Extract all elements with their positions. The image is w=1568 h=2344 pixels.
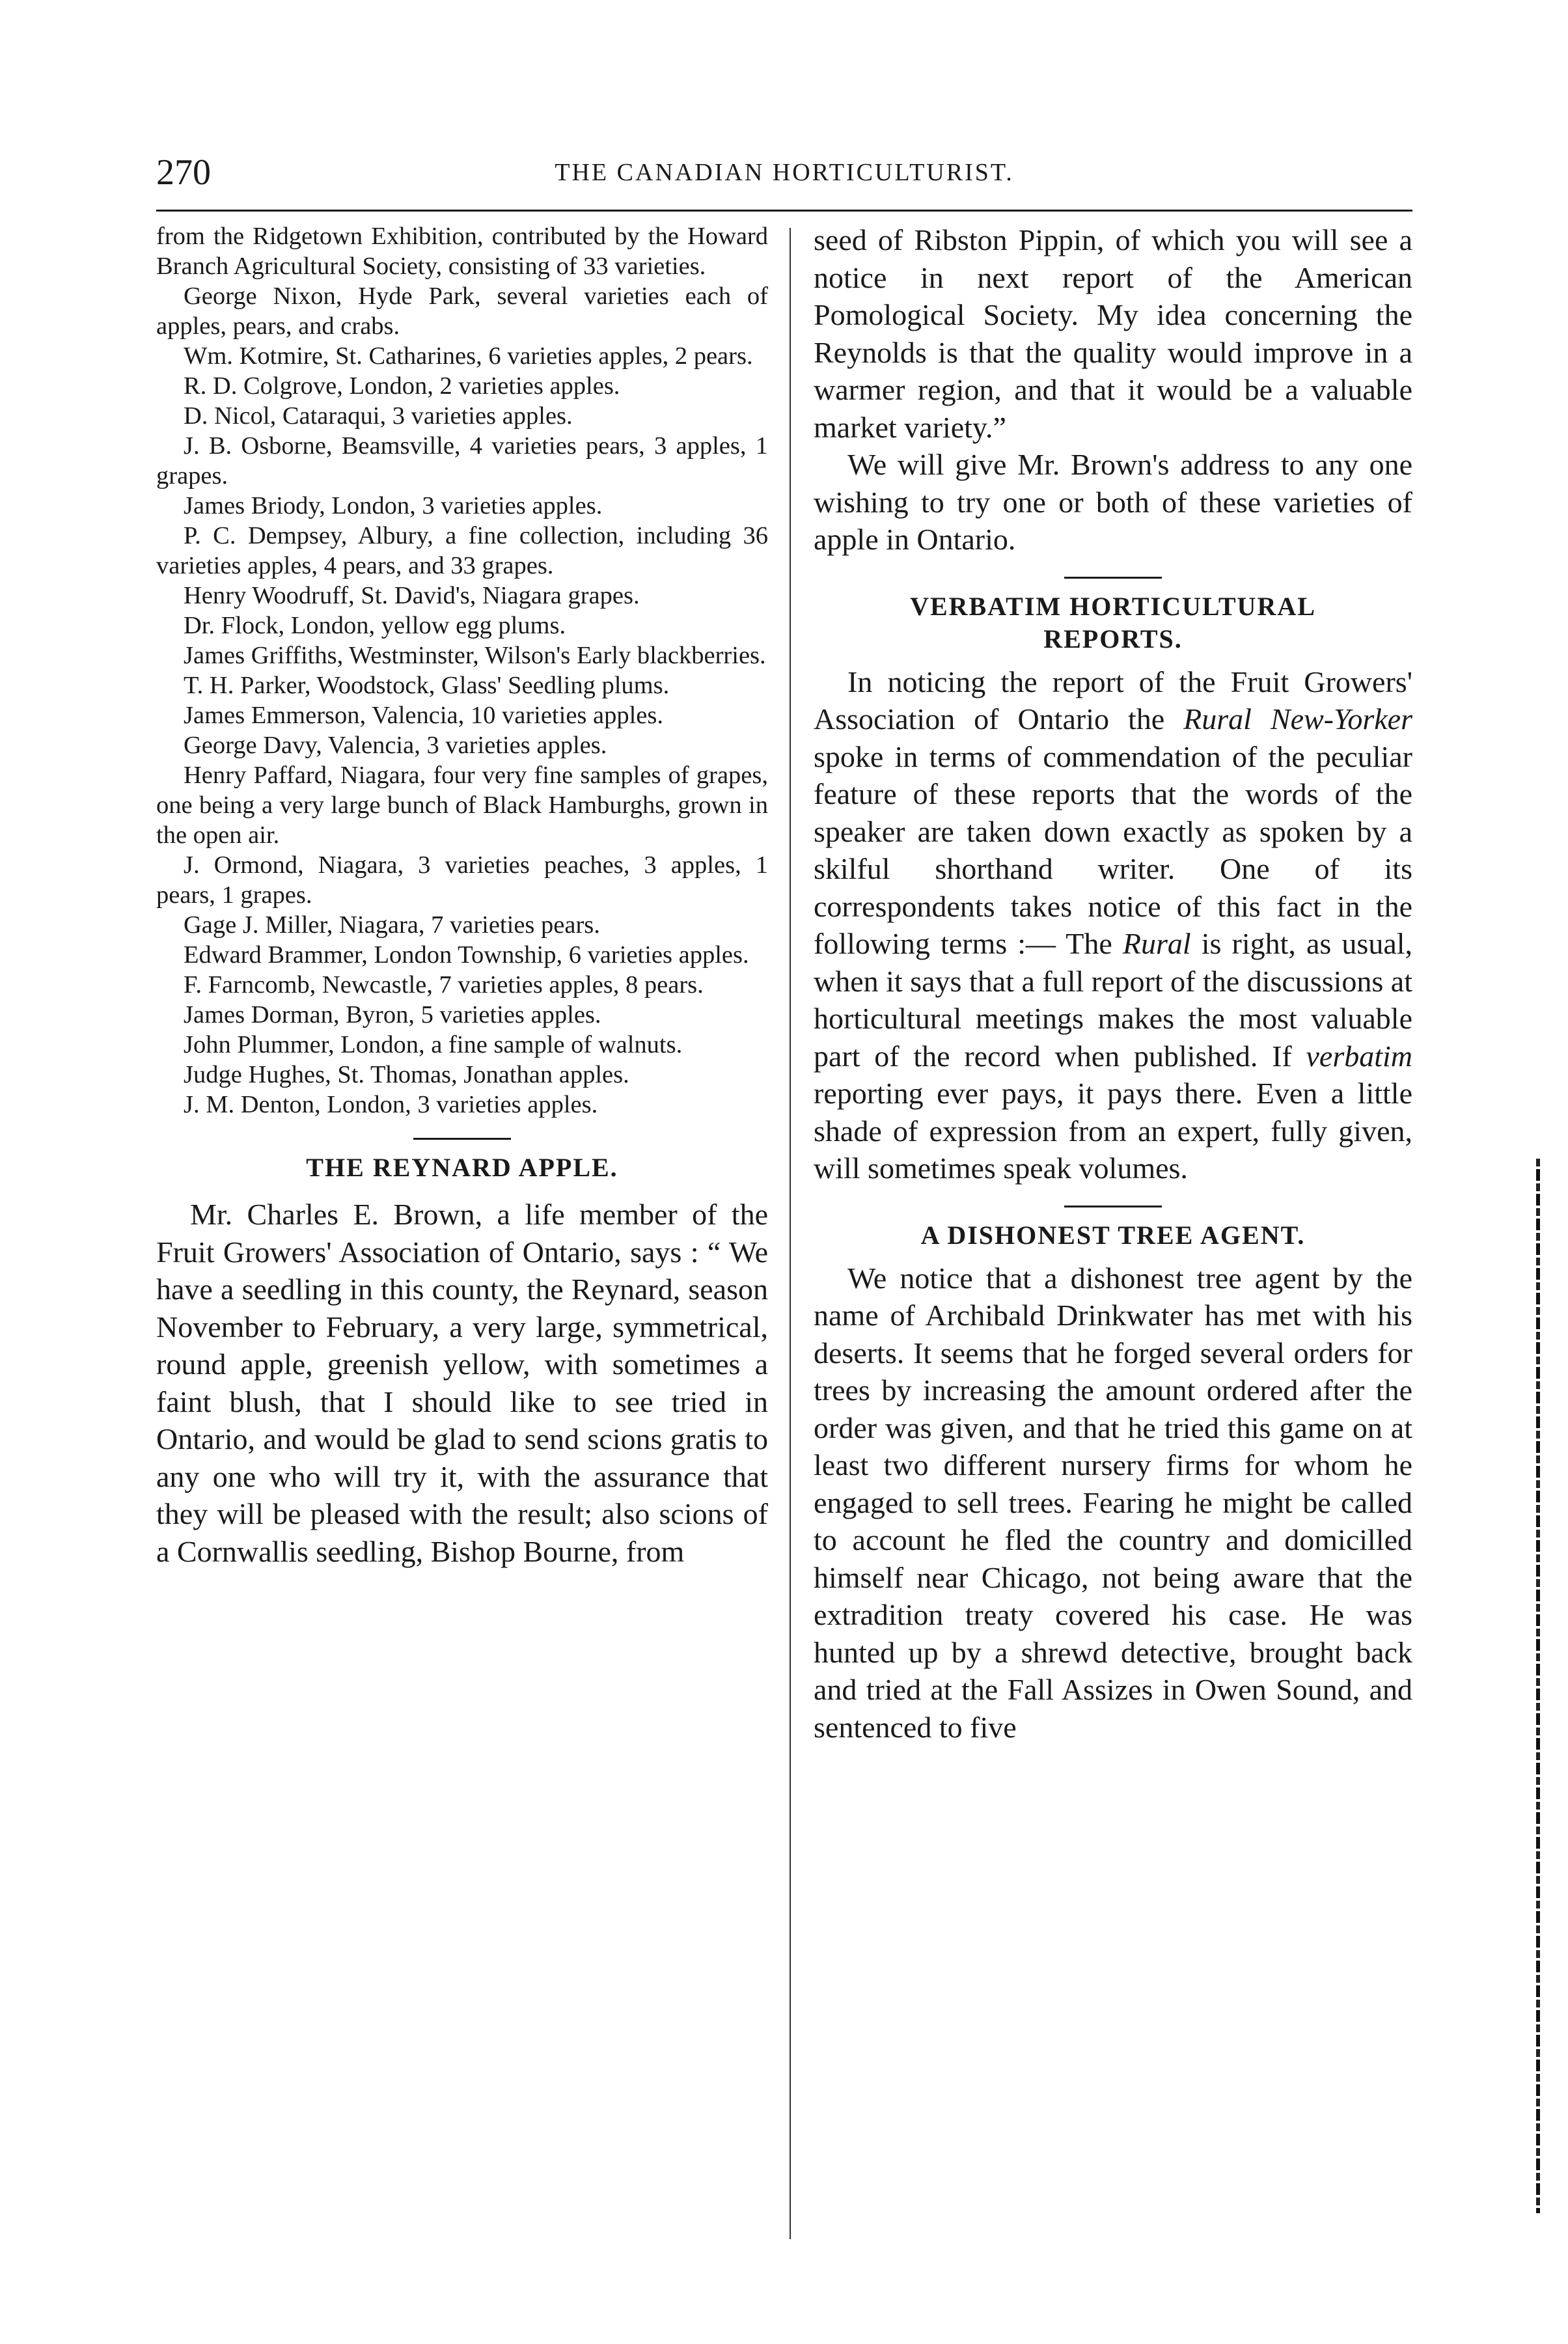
dishonest-agent-heading: A DISHONEST TREE AGENT. — [920, 1220, 1306, 1250]
exhibitor-entry: Edward Brammer, London Township, 6 varieties apples. — [184, 941, 749, 969]
column-divider — [790, 228, 791, 2239]
reynard-article-continued — [814, 221, 1412, 558]
exhibitor-entry: Dr. Flock, London, yellow egg plums. — [184, 612, 566, 639]
dishonest-agent-paragraph: We notice that a dishonest tree agent by the name of Archibald Drinkwater has met with his deserts. It seems that he forged several orders for trees by increasing the amount ordered after the order was given, and that he tried this game on at least two different nursery firms for whom he engaged to sell trees. Fearing he might be called to account he fled the country and domicilled himself near Chicago, not being aware that the extradition treaty covered his case. He was hunted up by a shrewd detective, brought back and tried at the Fall Assizes in Owen Sound, and sentenced to five — [814, 1261, 1412, 1744]
exhibitor-entry: George Nixon, Hyde Park, several varieties each of apples, pears, and crabs. — [156, 283, 768, 340]
exhibitor-entry: J. B. Osborne, Beamsville, 4 varieties pears, 3 apples, 1 grapes. — [156, 432, 768, 489]
exhibitor-entry: Judge Hughes, St. Thomas, Jonathan apples. — [184, 1061, 629, 1088]
rural-new-yorker-title: Rural New-Yorker — [1183, 702, 1412, 736]
exhibitor-entry: James Briody, London, 3 varieties apples. — [184, 492, 603, 519]
verbatim-text-2: spoke in terms of commendation of the peculiar feature of these reports that the words of the speaker are taken down exactly as spoken by a skilful shorthand writer. One of its correspondents takes notice of this fact in the following terms :— The — [814, 739, 1412, 960]
exhibitor-entry: F. Farncomb, Newcastle, 7 varieties apples, 8 pears. — [184, 971, 704, 999]
right-column — [814, 221, 1412, 2246]
exhibitor-entry: J. Ormond, Niagara, 3 varieties peaches, 3 apples, 1 pears, 1 grapes. — [156, 851, 768, 909]
exhibitor-entry: Gage J. Miller, Niagara, 7 varieties pears. — [184, 911, 600, 939]
page-header — [156, 150, 1412, 195]
exhibitor-entry: James Dorman, Byron, 5 varieties apples. — [184, 1001, 601, 1028]
verbatim-heading-line2: REPORTS. — [1043, 624, 1183, 654]
reynard-article — [156, 1196, 768, 1570]
exhibitor-entry: Henry Paffard, Niagara, four very fine samples of grapes, one being a very large bunch of Black Hamburghs, grown in the open air. — [156, 762, 768, 849]
reynard-paragraph: Mr. Charles E. Brown, a life member of the Fruit Growers' Association of Ontario, says : “ We have a seedling in this county, the Reynard, season November to February, a very large, symmetrical, round apple, greenish yellow, with sometimes a faint blush, that I should like to see tried in Ontario, and would be glad to send scions gratis to any one who will try it, with the assurance that they will be pleased with the result; also scions of a Cornwallis seedling, Bishop Bourne, from — [156, 1198, 768, 1568]
verbatim-text-3: is right, as usual, when it says that a full report of the discussions at horticultural meetings makes the most valuable part of the record when published. If — [814, 927, 1412, 1073]
exhibitor-entry: T. H. Parker, Woodstock, Glass' Seedling plums. — [184, 672, 670, 699]
exhibitor-entry: from the Ridgetown Exhibition, contributed by the Howard Branch Agricultural Society, consisting of 33 varieties. — [156, 223, 768, 280]
header-rule — [156, 210, 1412, 212]
verbatim-reports-heading — [814, 590, 1412, 655]
verbatim-italic-word: verbatim — [1306, 1039, 1412, 1073]
exhibitor-entry: P. C. Dempsey, Albury, a fine collection, including 36 varieties apples, 4 pears, and 33 grapes. — [156, 522, 768, 579]
exhibitor-entry: George Davy, Valencia, 3 varieties apples. — [184, 732, 607, 759]
exhibitor-entry: Wm. Kotmire, St. Catharines, 6 varieties apples, 2 pears. — [184, 342, 753, 370]
rural-title: Rural — [1122, 927, 1191, 960]
page-edge-shadow — [1536, 1159, 1540, 2213]
exhibitor-entry: J. M. Denton, London, 3 varieties apples. — [184, 1091, 598, 1118]
dishonest-agent-article — [814, 1260, 1412, 1746]
running-title: THE CANADIAN HORTICULTURIST. — [555, 159, 1014, 186]
verbatim-heading-line1: VERBATIM HORTICULTURAL — [910, 591, 1316, 621]
exhibitor-entry: Henry Woodruff, St. David's, Niagara grapes. — [184, 582, 640, 609]
exhibitor-entry: James Emmerson, Valencia, 10 varieties apples. — [184, 702, 663, 729]
exhibitor-list — [156, 221, 768, 1120]
verbatim-text-4: reporting ever pays, it pays there. Even a little shade of expression from an expert, fully given, will sometimes speak volumes. — [814, 1077, 1412, 1185]
exhibitor-entry: John Plummer, London, a fine sample of walnuts. — [184, 1031, 683, 1058]
exhibitor-entry: James Griffiths, Westminster, Wilson's Early blackberries. — [184, 642, 766, 669]
verbatim-paragraph — [814, 663, 1412, 1187]
exhibitor-entry: R. D. Colgrove, London, 2 varieties apples. — [184, 372, 620, 400]
reynard-continued-paragraph: seed of Ribston Pippin, of which you will see a notice in next report of the American Pomological Society. My idea concerning the Reynolds is that the quality would improve in a warmer region, and that it would be a valuable market variety.” — [814, 223, 1412, 444]
page-number: 270 — [156, 152, 211, 193]
left-column — [156, 221, 768, 2246]
reynard-apple-heading: THE REYNARD APPLE. — [306, 1153, 618, 1182]
verbatim-text-1: In noticing the report of the Fruit Growers' Association of Ontario the — [814, 665, 1412, 736]
exhibitor-entry: D. Nicol, Cataraqui, 3 varieties apples. — [184, 402, 573, 430]
reynard-closing-paragraph: We will give Mr. Brown's address to any one wishing to try one or both of these varieties of apple in Ontario. — [814, 448, 1412, 556]
verbatim-article — [814, 663, 1412, 1187]
